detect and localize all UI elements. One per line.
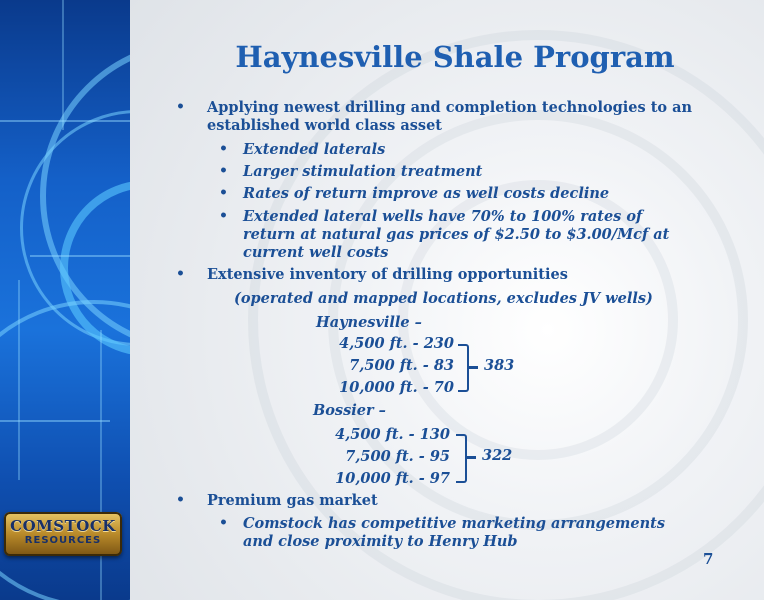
haynesville-heading: Haynesville – xyxy=(316,314,422,331)
bossier-bracket xyxy=(456,434,467,483)
comstock-logo xyxy=(4,512,122,556)
bossier-heading: Bossier – xyxy=(313,402,386,419)
haynesville-total: 383 xyxy=(484,357,515,374)
page-number: 7 xyxy=(703,550,714,568)
haynesville-bracket xyxy=(458,344,469,392)
haynesville-row: 7,500 ft. - 83 xyxy=(349,357,454,374)
bullet-dot: • xyxy=(176,99,185,115)
haynesville-bracket-tick xyxy=(469,366,478,369)
bullet-dot: • xyxy=(219,515,228,531)
slide-title: Haynesville Shale Program xyxy=(235,40,675,74)
bossier-row: 7,500 ft. - 95 xyxy=(345,448,450,465)
haynesville-row: 4,500 ft. - 230 xyxy=(339,335,454,352)
bullet-rates-of-return: Rates of return improve as well costs decline xyxy=(243,185,610,202)
blue-tech-panel xyxy=(0,0,130,600)
bullet-dot: • xyxy=(219,208,228,224)
bossier-row: 4,500 ft. - 130 xyxy=(335,426,450,443)
bossier-total: 322 xyxy=(482,447,513,464)
bullet-dot: • xyxy=(176,492,185,508)
bullet-extended-lateral-wells: Extended lateral wells have 70% to 100% rates of return at natural gas prices of $2.50 to $3.00/Mcf at current well costs xyxy=(243,208,670,261)
logo-line2: RESOURCES xyxy=(24,535,102,546)
bullet-dot: • xyxy=(176,266,185,282)
logo-line1: COMSTOCK xyxy=(10,517,116,535)
bossier-bracket-tick xyxy=(467,456,476,459)
inventory-note: (operated and mapped locations, excludes JV wells) xyxy=(234,290,653,307)
haynesville-row: 10,000 ft. - 70 xyxy=(339,379,454,396)
bullet-premium-gas-market: Premium gas market xyxy=(207,492,378,509)
bullet-dot: • xyxy=(219,163,228,179)
bullet-extended-laterals: Extended laterals xyxy=(243,141,386,158)
bullet-extensive-inventory: Extensive inventory of drilling opportunities xyxy=(207,266,568,283)
bullet-comstock-marketing: Comstock has competitive marketing arrangements and close proximity to Henry Hub xyxy=(243,515,666,550)
bossier-row: 10,000 ft. - 97 xyxy=(335,470,450,487)
bullet-dot: • xyxy=(219,141,228,157)
bullet-larger-stimulation: Larger stimulation treatment xyxy=(243,163,483,180)
bullet-drilling-technologies: Applying newest drilling and completion technologies to an established world class asset xyxy=(207,99,693,134)
bullet-dot: • xyxy=(219,185,228,201)
